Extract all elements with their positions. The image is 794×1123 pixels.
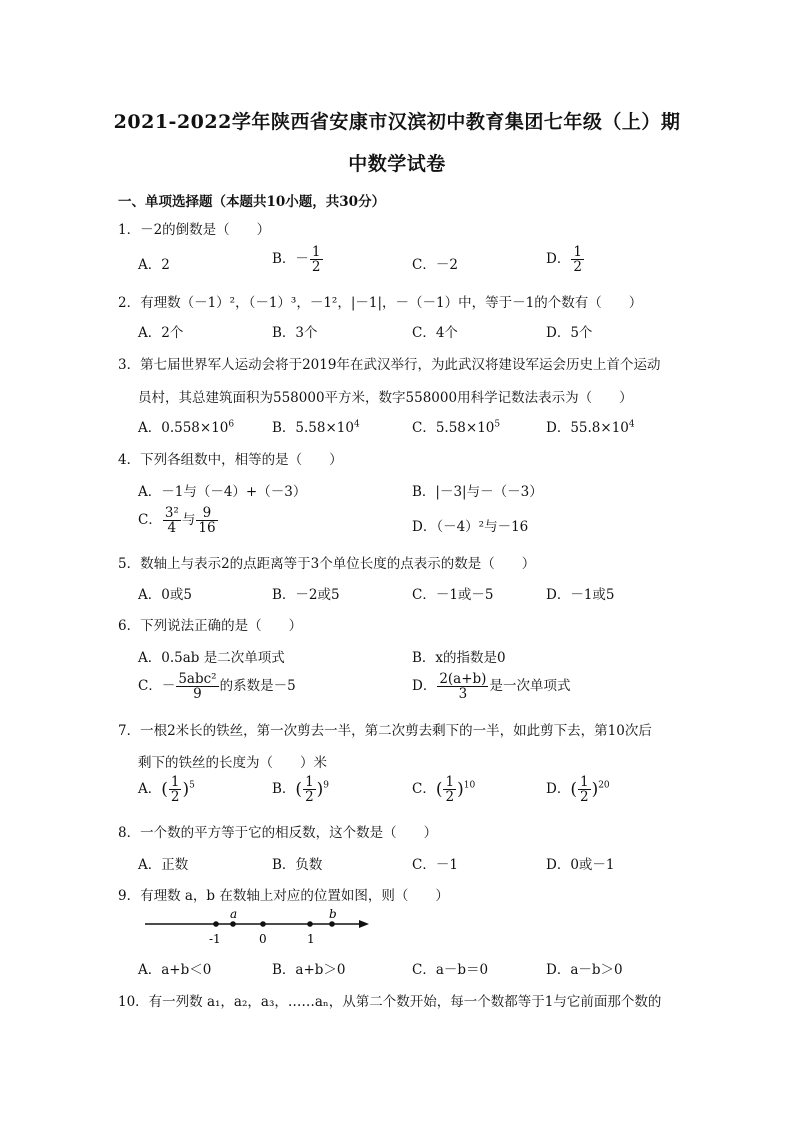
tick-label-one: 1 (307, 932, 315, 946)
q5-option-b: B．－2或5 (272, 587, 340, 603)
q1-option-c: C．－2 (412, 257, 458, 273)
tick-label-minus1: -1 (209, 932, 221, 946)
q3-option-d: D．$55.8\times 10^4$ (546, 419, 635, 436)
question-10-stem: 10．有一列数 a₁，a₂，a₃，……aₙ，从第二个数开始，每一个数都等于1与它前面那个数的 (118, 994, 662, 1010)
point-b (329, 921, 335, 927)
tick-label-zero: 0 (259, 932, 267, 946)
q8-option-c: C．－1 (412, 857, 458, 873)
point-one (307, 921, 313, 927)
q3-option-c: C．$5.58\times 10^5$ (412, 419, 501, 436)
q1-option-b: B．－ $\frac{1}{2}$ (272, 244, 321, 276)
q7-option-c: C．( $\frac{1}{2}$ )$^{10}$ (412, 774, 476, 806)
q6-option-c: C．－ $\frac{\text{5abc²}}{9}$ 的系数是－5 (138, 671, 296, 703)
label-b: b (329, 907, 337, 921)
question-3-stem-line2: 员村，其总建筑面积为558000平方米，数字558000用科学记数法表示为（ ） (138, 390, 633, 406)
q9-option-d: D．a－b＞0 (546, 962, 623, 978)
number-line-figure (143, 905, 375, 947)
point-zero (260, 921, 266, 927)
q8-option-a: A．正数 (138, 857, 189, 873)
question-1-stem: 1．－2的倒数是（ ） (118, 222, 271, 238)
q4-option-b: B．|－3|与－（－3） (412, 484, 543, 500)
q2-option-c: C．4个 (412, 325, 458, 341)
question-2-stem: 2．有理数（－1）²，（－1）³，－1²，|－1|，－（－1）中，等于－1的个数有（ ） (118, 295, 643, 311)
q2-option-d: D．5个 (546, 325, 593, 341)
question-5-stem: 5．数轴上与表示2的点距离等于3个单位长度的点表示的数是（ ） (118, 556, 536, 572)
q5-option-c: C．－1或－5 (412, 587, 494, 603)
q6-option-b: B．x的指数是0 (412, 650, 506, 666)
number-line-arrow (359, 920, 369, 928)
section-heading: 一、单项选择题（本题共10小题，共30分） (118, 194, 386, 210)
q7-option-d: D．( $\frac{1}{2}$ )$^{20}$ (546, 774, 610, 806)
q5-option-d: D．－1或5 (546, 587, 615, 603)
q2-option-a: A．2个 (138, 325, 184, 341)
q7-option-b: B．( $\frac{1}{2}$ )$^9$ (272, 774, 330, 806)
exam-title-line2: 中数学试卷 (348, 153, 446, 175)
q8-option-d: D．0或－1 (546, 857, 615, 873)
exam-title-line1: 2021-2022学年陕西省安康市汉滨初中教育集团七年级（上）期 (113, 111, 681, 133)
q9-option-b: B．a+b＞0 (272, 962, 346, 978)
q4-option-a: A．－1与（－4）+（－3） (138, 484, 307, 500)
q4-option-c: C． $\frac{\text{3²}}{4}$ 与 $\frac{9}{16}$ (138, 505, 216, 537)
q9-option-a: A．a+b＜0 (138, 962, 212, 978)
q2-option-b: B．3个 (272, 325, 318, 341)
q6-option-a: A．0.5ab 是二次单项式 (138, 650, 285, 666)
q5-option-a: A．0或5 (138, 587, 192, 603)
question-3-stem-line1: 3．第七届世界军人运动会将于2019年在武汉举行，为此武汉将建设军运会历史上首个运动 (118, 357, 661, 373)
question-8-stem: 8．一个数的平方等于它的相反数，这个数是（ ） (118, 825, 438, 841)
question-6-stem: 6．下列说法正确的是（ ） (118, 618, 303, 634)
question-9-stem: 9．有理数 a，b 在数轴上对应的位置如图，则（ ） (118, 888, 449, 904)
q7-option-a: A．( $\frac{1}{2}$ )$^5$ (138, 774, 195, 806)
q4-option-d: D．（－4）²与－16 (412, 519, 529, 535)
q8-option-b: B．负数 (272, 857, 323, 873)
point-minus1 (213, 921, 219, 927)
question-7-stem-line2: 剩下的铁丝的长度为（ ）米 (138, 755, 327, 771)
question-7-stem-line1: 7．一根2米长的铁丝，第一次剪去一半，第二次剪去剩下的一半，如此剪下去，第10次后 (118, 723, 652, 739)
question-4-stem: 4．下列各组数中，相等的是（ ） (118, 452, 343, 468)
q9-option-c: C．a－b＝0 (412, 962, 489, 978)
q3-option-b: B．$5.58\times 10^4$ (272, 419, 360, 436)
point-a (230, 921, 236, 927)
q1-option-a: A．2 (138, 257, 170, 273)
q6-option-d: D． $\frac{2(a+b)}{3}$ 是一次单项式 (412, 671, 571, 703)
q1-option-d: D． $\frac{1}{2}$ (546, 244, 582, 276)
label-a: a (230, 907, 238, 921)
q3-option-a: A．$0.558\times 10^6$ (138, 419, 235, 436)
